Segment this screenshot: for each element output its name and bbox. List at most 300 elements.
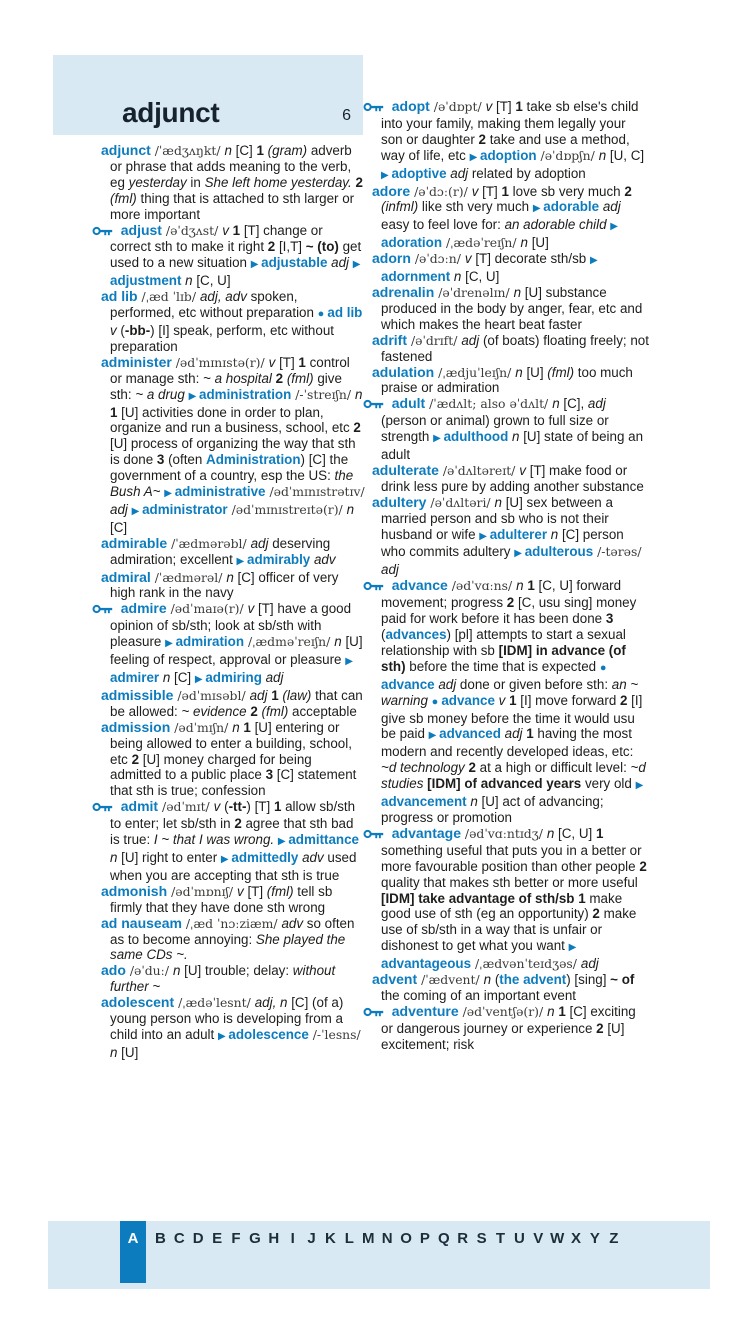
entry-text: love sb very much — [508, 183, 625, 199]
headword: adventure — [391, 1002, 459, 1019]
entry-text: [U] — [527, 235, 549, 251]
derived-word: admiration — [175, 634, 245, 650]
derived-word: adjustment — [110, 273, 182, 289]
dictionary-entry-admonish — [101, 884, 365, 916]
entry-text: [U] state of being an adult — [381, 429, 644, 463]
pronunciation: /ˈædvent/ — [417, 972, 484, 988]
triangle-right-icon: ▶ — [479, 530, 490, 542]
entry-text-italic: adj — [461, 332, 480, 348]
entry-text: thing that is attached to sth larger or more important — [110, 190, 355, 222]
entry-text: make good use of sth (eg an opportunity) — [381, 890, 623, 922]
entry-text-italic: n — [516, 578, 524, 594]
entry-text-italic: adj — [434, 676, 457, 692]
entry-text-italic: n — [346, 501, 355, 517]
entry-text-bold: 2 — [234, 816, 242, 832]
entry-text-bold: -bb- — [124, 322, 151, 338]
derived-word: advances — [385, 627, 447, 642]
alphabet-tab-H[interactable]: H — [268, 1230, 280, 1247]
alphabet-tab-V[interactable]: V — [533, 1230, 544, 1247]
entry-text: [U] process of organizing the way that sth is done — [110, 436, 356, 468]
headword: admissible — [101, 686, 174, 703]
entry-text: used when you are accepting that sth is true — [110, 849, 357, 883]
key-icon — [372, 1005, 384, 1021]
alphabet-tab-U[interactable]: U — [513, 1230, 525, 1247]
headword: adrift — [372, 331, 407, 348]
entry-text-italic: n — [508, 429, 520, 445]
entry-text-bold: 1 — [595, 825, 604, 841]
pronunciation: /ədˈmɪt/ — [158, 799, 214, 815]
key-icon — [372, 827, 384, 843]
entry-text: before the time that is expected — [405, 658, 600, 674]
derived-word: advanced — [439, 726, 501, 742]
key-icon — [372, 579, 384, 595]
entry-text-italic: ~ evidence — [181, 703, 247, 719]
derived-word: adulterous — [524, 544, 594, 560]
derived-word: advance — [381, 676, 435, 692]
entry-text-italic: n — [181, 273, 193, 289]
pronunciation: /ədˈmɪnɪstə(r)/ — [171, 354, 269, 370]
bullet-icon: ● — [317, 308, 328, 321]
dictionary-entry-adopt — [372, 99, 650, 184]
pronunciation: /ˌædəˈreɪʃn/ — [442, 235, 521, 251]
entry-text-italic: v — [222, 222, 229, 238]
alphabet-tab-Z[interactable]: Z — [609, 1230, 619, 1247]
dictionary-entry-adolescent — [101, 995, 365, 1061]
entry-text-bold: 1 — [501, 183, 509, 199]
pronunciation: /əˈdrɪft/ — [407, 332, 462, 348]
entry-text: that can be allowed: — [110, 687, 363, 719]
entry-text: [C, U] — [554, 825, 596, 841]
entry-text-italic: n — [552, 396, 560, 412]
entry-text: [U] excitement; risk — [381, 1020, 625, 1052]
entry-text-bold: 1 — [578, 890, 586, 906]
entry-text-bold: 2 — [620, 692, 628, 708]
derived-word: admirer — [110, 670, 160, 685]
entry-text-bold: 1 — [271, 687, 279, 703]
entry-text: [C] — [231, 143, 257, 158]
triangle-right-icon: ▶ — [250, 259, 262, 271]
headword: adjust — [120, 221, 162, 238]
entry-text-italic: n — [598, 147, 607, 163]
entry-text: (often — [164, 452, 207, 468]
entry-text: [U] act of advancing; progress or promotion — [381, 794, 604, 825]
dictionary-entry-adore — [372, 184, 650, 252]
entry-text-bold: 2 — [275, 370, 284, 386]
alphabet-tab-I[interactable]: I — [290, 1230, 295, 1247]
entry-text-italic: n — [547, 1003, 555, 1019]
entry-text-italic: v — [485, 99, 493, 114]
alphabet-tab-D[interactable]: D — [192, 1230, 204, 1247]
dictionary-entry-admit — [101, 799, 365, 884]
pronunciation: /ˌædjuˈleɪʃn/ — [434, 364, 516, 380]
entry-text-bold: take advantage of sth/sb — [418, 890, 575, 906]
entry-text-italic: v — [471, 183, 479, 199]
derived-word: ad lib — [327, 305, 363, 321]
alphabet-tab-M[interactable]: M — [361, 1230, 375, 1247]
derived-word: Administration — [206, 452, 301, 468]
derived-word: the advent — [499, 972, 567, 988]
alphabet-tab-O[interactable]: O — [400, 1230, 412, 1247]
headword: adulterate — [372, 461, 439, 478]
pronunciation: /əˈdɔːn/ — [410, 251, 465, 267]
column-left — [101, 143, 365, 1061]
pronunciation: /ədˈmaɪə(r)/ — [166, 601, 248, 617]
entry-text-italic: ~d technology — [381, 760, 465, 776]
entry-text-italic: n — [520, 235, 528, 251]
entry-text-bold: 3 — [265, 767, 274, 783]
entry-text: quality that makes sth better or more useful — [381, 874, 638, 890]
entry-text-italic: yesterday — [128, 174, 187, 190]
guide-word: adjunct — [122, 97, 220, 128]
entry-text-italic: (fml) — [266, 883, 294, 899]
triangle-right-icon: ▶ — [188, 390, 200, 402]
alphabet-tab-R[interactable]: R — [457, 1230, 469, 1247]
alphabet-tab-B[interactable]: B — [155, 1230, 166, 1247]
entry-text-italic: (fml) — [110, 190, 137, 206]
triangle-right-icon: ▶ — [514, 548, 525, 560]
entry-text-italic: adv — [281, 915, 304, 931]
alphabet-tab-Q[interactable]: Q — [437, 1230, 450, 1247]
headword: ado — [101, 962, 126, 979]
entry-text: deserving admiration; excellent — [110, 535, 331, 567]
entry-text-italic: n — [547, 526, 559, 542]
alphabet-tab-G[interactable]: G — [249, 1230, 261, 1247]
pronunciation: /ədˈmɪsəbl/ — [173, 687, 250, 703]
dictionary-entry-advance — [372, 578, 650, 826]
entry-text-italic: adv — [298, 849, 324, 865]
triangle-right-icon: ▶ — [164, 488, 175, 500]
entry-text: [C] person who commits adultery — [381, 526, 624, 560]
entry-text-italic: the Bush A~ — [110, 468, 354, 500]
entry-text: [C, usu sing] money paid for work before it has been done — [381, 595, 637, 627]
headword: advantage — [391, 824, 461, 841]
derived-word: adorable — [543, 199, 600, 215]
pronunciation: /-ˈlesns/ — [308, 1026, 361, 1042]
triangle-right-icon: ▶ — [217, 1030, 229, 1042]
alphabet-tab-J[interactable]: J — [307, 1230, 316, 1247]
entry-text-bold: 2 — [639, 858, 647, 874]
entry-text-italic: (fml) — [547, 364, 575, 380]
entry-text: [I] give sb money before the time it would usu be paid — [381, 692, 643, 742]
headword: adorn — [372, 250, 411, 267]
entry-text-italic: n — [513, 284, 522, 300]
headword: admire — [120, 600, 167, 617]
headword: adulation — [372, 363, 435, 380]
entry-text: [T] — [478, 183, 502, 199]
derived-word: adulterer — [489, 526, 548, 542]
triangle-right-icon: ▶ — [345, 656, 353, 668]
entry-text-italic: n — [232, 719, 240, 735]
headword: advent — [372, 971, 418, 988]
headword: adultery — [372, 493, 427, 510]
entry-text-bold: 2 — [624, 183, 632, 199]
entry-text-italic: adj — [500, 726, 523, 742]
entry-text: ( — [491, 972, 500, 988]
entry-text: related by adoption — [468, 165, 586, 181]
entry-text: [C] officer of very high rank in the navy — [110, 569, 339, 601]
entry-text: (person or animal) grown to full size or strength — [381, 413, 609, 445]
entry-text: [U, C] — [606, 147, 645, 163]
headword: ad nauseam — [101, 914, 182, 931]
entry-text-italic: ~ a hospital — [203, 370, 272, 386]
entry-text: [U] trouble; delay: — [180, 963, 293, 979]
dictionary-entry-admissible — [101, 688, 365, 720]
derived-word: adornment — [381, 269, 451, 285]
entry-text: [T] have a good opinion of sb/sth; look at sb/sth with pleasure — [110, 601, 352, 650]
triangle-right-icon: ▶ — [131, 505, 143, 517]
entry-text-bold: 3 — [605, 611, 614, 627]
derived-word: admirably — [247, 551, 311, 567]
pronunciation: /əˈdʌltəreɪt/ — [438, 462, 520, 478]
entry-text: very old — [581, 776, 636, 792]
dictionary-entry-administer — [101, 355, 365, 536]
entry-text: ) [C] the government of a country, esp the US: — [110, 452, 349, 484]
entry-text: [C] (of a) young person who is developing from a child into an adult — [110, 995, 344, 1042]
pronunciation: /əˈdɔː(r)/ — [410, 183, 472, 199]
entry-text-bold: [IDM] — [427, 776, 461, 792]
bullet-icon: ● — [431, 695, 442, 708]
pronunciation: /ədˈmɪʃn/ — [170, 719, 233, 735]
alphabet-tab-X[interactable]: X — [571, 1230, 582, 1247]
alphabet-tab-E[interactable]: E — [212, 1230, 223, 1247]
entry-text: tell sb firmly that they have done sth wrong — [110, 883, 333, 915]
entry-text: make use of sb/sth in a way that is unfair or dishonest to get what you want — [381, 906, 637, 954]
derived-word: administrative — [174, 484, 266, 500]
entry-text: [I] move forward — [516, 692, 620, 708]
entry-text: [T] — [275, 354, 299, 370]
entry-text: acceptable — [288, 703, 357, 719]
entry-text-bold: 2 — [596, 1020, 604, 1036]
entry-text-bold: [IDM] — [381, 890, 415, 906]
entry-text-bold: 2 — [478, 131, 486, 147]
entry-text-bold: 2 — [267, 239, 276, 255]
entry-text: ) [sing] — [566, 972, 611, 988]
entry-text: [T] make food or drink less pure by adding another substance — [381, 462, 644, 494]
entry-text: ) [I] speak, perform, etc without preparation — [110, 322, 334, 354]
triangle-right-icon: ▶ — [352, 259, 361, 271]
entry-text-bold: 1 — [256, 143, 264, 158]
entry-text-bold: 1 — [515, 99, 523, 114]
page-number: 6 — [342, 107, 351, 124]
entry-text-italic: v — [247, 601, 255, 617]
entry-text: ) [pl] attempts to start a sexual relationship with sb — [381, 627, 626, 658]
entry-text-italic: adj — [580, 956, 599, 972]
entry-text-bold: 1 — [558, 1003, 566, 1019]
headword: adrenalin — [372, 283, 435, 300]
entry-text-italic: adj — [250, 535, 269, 551]
triangle-right-icon: ▶ — [277, 836, 289, 848]
headword: admit — [120, 798, 159, 815]
entry-text: take and use a method, way of life, etc — [381, 131, 630, 163]
entry-text-bold: 1 — [273, 799, 282, 815]
entry-text-italic: n — [494, 494, 502, 510]
triangle-right-icon: ▶ — [568, 942, 577, 954]
entry-text-italic: v — [237, 883, 244, 899]
entry-text-italic: (law) — [278, 687, 312, 703]
dictionary-entry-adulation — [372, 365, 650, 397]
entry-text-italic: n — [466, 794, 478, 810]
entry-text-italic: v — [268, 354, 276, 370]
entry-text-italic: n — [355, 386, 363, 402]
entry-text-italic: (gram) — [263, 143, 308, 158]
triangle-right-icon: ▶ — [428, 730, 440, 742]
alphabet-tab-F[interactable]: F — [231, 1230, 241, 1247]
alphabet-tab-W[interactable]: W — [550, 1230, 565, 1247]
entry-text: [U] right to enter — [117, 849, 221, 865]
pronunciation: /əˈduː/ — [125, 963, 173, 979]
triangle-right-icon: ▶ — [433, 433, 444, 445]
pronunciation: /əˈdʒʌst/ — [161, 222, 223, 238]
alphabet-tab-N[interactable]: N — [381, 1230, 393, 1247]
key-icon — [101, 602, 113, 618]
entry-text: allow sb/sth to enter; let sb/sth in — [110, 799, 356, 832]
triangle-right-icon: ▶ — [610, 221, 618, 233]
derived-word: adulthood — [443, 429, 509, 445]
headword: admiral — [101, 568, 151, 585]
triangle-right-icon: ▶ — [381, 169, 392, 181]
derived-word: adoption — [480, 147, 537, 163]
entry-text-italic: adj — [327, 255, 349, 271]
entry-text: [C] — [110, 519, 128, 535]
derived-word: advantageous — [381, 956, 472, 972]
entry-text-bold: 1 — [526, 726, 534, 742]
entry-text-bold: 2 — [355, 174, 363, 190]
derived-word: adoptive — [391, 165, 447, 181]
entry-text-bold: [IDM] — [498, 642, 533, 658]
entry-text-bold: 1 — [110, 404, 118, 420]
entry-text: [C] statement that sth is true; confession — [110, 767, 357, 799]
entry-text-italic: v — [494, 692, 506, 708]
header-band — [53, 55, 363, 135]
alphabet-tab-L[interactable]: L — [344, 1230, 354, 1247]
triangle-right-icon: ▶ — [469, 151, 481, 163]
alphabet-tab-A[interactable]: A — [120, 1221, 146, 1283]
entry-text: ) [T] — [246, 799, 274, 815]
pronunciation: /ədˈvɑːntɪdʒ/ — [460, 825, 547, 841]
alphabet-tab-C[interactable]: C — [173, 1230, 185, 1247]
dictionary-entry-adjunct — [101, 143, 365, 223]
triangle-right-icon: ▶ — [220, 853, 232, 865]
pronunciation: /ədˈmɪnɪstrətɪv/ — [265, 484, 365, 500]
entry-text-italic: She played the same CDs ~. — [110, 931, 346, 963]
alphabet-tab-P[interactable]: P — [419, 1230, 430, 1247]
entry-text-italic: adj, n — [254, 995, 288, 1011]
derived-word: adjustable — [261, 255, 328, 271]
entry-text: adverb or phrase that adds meaning to the verb, eg — [110, 143, 352, 190]
pronunciation: /ˌæd ˈnɔːziæm/ — [181, 915, 282, 931]
pronunciation: /ˈædʌlt; also əˈdʌlt/ — [425, 396, 553, 412]
dictionary-entry-admiral — [101, 570, 365, 602]
triangle-right-icon: ▶ — [165, 638, 176, 650]
triangle-right-icon: ▶ — [532, 203, 544, 215]
entry-text-bold: in advance (of sth) — [381, 642, 626, 674]
entry-text-italic: adj — [381, 562, 399, 578]
entry-text-italic: n — [334, 634, 342, 650]
alphabet-tab-Y[interactable]: Y — [589, 1230, 600, 1247]
entry-text: [C] exciting or dangerous journey or experience — [381, 1003, 636, 1036]
entry-text-italic: ~d studies — [381, 760, 646, 792]
entry-text-italic: adj — [261, 670, 284, 685]
entry-text: in — [186, 174, 205, 190]
entry-text: [U] — [522, 364, 548, 380]
dictionary-entry-adjust — [101, 223, 365, 290]
dictionary-entry-admirable — [101, 536, 365, 570]
entry-text: [U] substance produced in the body by anger, fear, etc and which makes the heart beat faster — [381, 284, 643, 332]
entry-text: [T] change or correct sth to make it right — [110, 222, 323, 255]
entry-text-bold: -tt- — [228, 799, 247, 815]
entry-text: ( — [220, 799, 229, 815]
entry-text-bold: ~ of — [610, 972, 635, 988]
entry-text: having the most modern and recently developed ideas, etc: — [381, 726, 634, 760]
entry-text: [I,T] — [275, 239, 306, 255]
entry-text-bold: ~ (to) — [305, 239, 339, 255]
entry-text-bold: 2 — [250, 703, 258, 719]
entry-text: so often as to become annoying: — [110, 915, 355, 947]
derived-word: administrator — [142, 501, 228, 517]
headword: admirable — [101, 534, 168, 551]
entry-text: [C, U] — [192, 273, 231, 289]
entry-text-italic: v — [464, 251, 472, 267]
entry-text-italic: n — [172, 963, 181, 979]
entry-text-italic: an adorable child — [504, 217, 607, 233]
alphabet-tab-T[interactable]: T — [495, 1230, 506, 1247]
pronunciation: /ədˈmɒnɪʃ/ — [167, 883, 238, 899]
entry-text: take sb else's child into your family, making them legally your son or daughter — [381, 99, 639, 147]
entry-text-bold: 2 — [592, 906, 600, 922]
pronunciation: /ədˈvɑːns/ — [447, 578, 517, 594]
entry-text: [U] money charged for being admitted to a public place — [110, 751, 312, 783]
derived-word: admiring — [205, 670, 262, 685]
dictionary-entry-ado — [101, 963, 365, 995]
dictionary-entry-adrenalin — [372, 285, 650, 333]
alphabet-tab-S[interactable]: S — [476, 1230, 487, 1247]
entry-text: the coming of an important event — [381, 987, 577, 1003]
entry-text-italic: (infml) — [381, 199, 419, 215]
entry-text: too much praise or admiration — [381, 364, 633, 396]
headword: administer — [101, 353, 172, 370]
headword: advance — [391, 577, 448, 594]
entry-text-italic: v — [110, 322, 117, 338]
headword: adjunct — [101, 142, 151, 158]
pronunciation: /ədˈmɪnɪstreɪtə(r)/ — [227, 501, 347, 517]
entry-text: something useful that puts you in a better or more favourable position than other people — [381, 842, 642, 874]
headword: adore — [372, 182, 411, 199]
entry-text: [T] — [492, 99, 516, 114]
entry-text: spoken, performed, etc without preparation — [110, 289, 318, 321]
entry-text: [C] — [170, 670, 195, 685]
entry-text: get used to a new situation — [110, 239, 362, 271]
dictionary-entry-advent — [372, 972, 650, 1004]
entry-text-bold: 3 — [156, 452, 165, 468]
triangle-right-icon: ▶ — [194, 674, 206, 685]
bullet-icon: ● — [599, 661, 607, 674]
entry-text-bold: 1 — [298, 354, 306, 370]
pronunciation: /əˈdrenəlɪn/ — [434, 284, 514, 300]
entry-text-italic: n — [483, 972, 492, 988]
entry-text-italic: adj — [599, 199, 621, 215]
pronunciation: /ˈædmərəl/ — [150, 569, 227, 585]
entry-text-bold: 2 — [353, 420, 361, 436]
entry-text: at a high or difficult level: — [475, 760, 631, 776]
pronunciation: /-ˈstreɪʃn/ — [291, 386, 356, 402]
triangle-right-icon: ▶ — [236, 555, 247, 567]
entry-text-italic: I ~ that I was wrong. — [153, 832, 275, 848]
entry-text-italic: adj — [249, 687, 268, 703]
dictionary-entry-admire — [101, 601, 365, 688]
entry-text-bold: 1 — [509, 692, 517, 708]
entry-text: [T] — [243, 883, 267, 899]
alphabet-tab-K[interactable]: K — [325, 1230, 336, 1247]
